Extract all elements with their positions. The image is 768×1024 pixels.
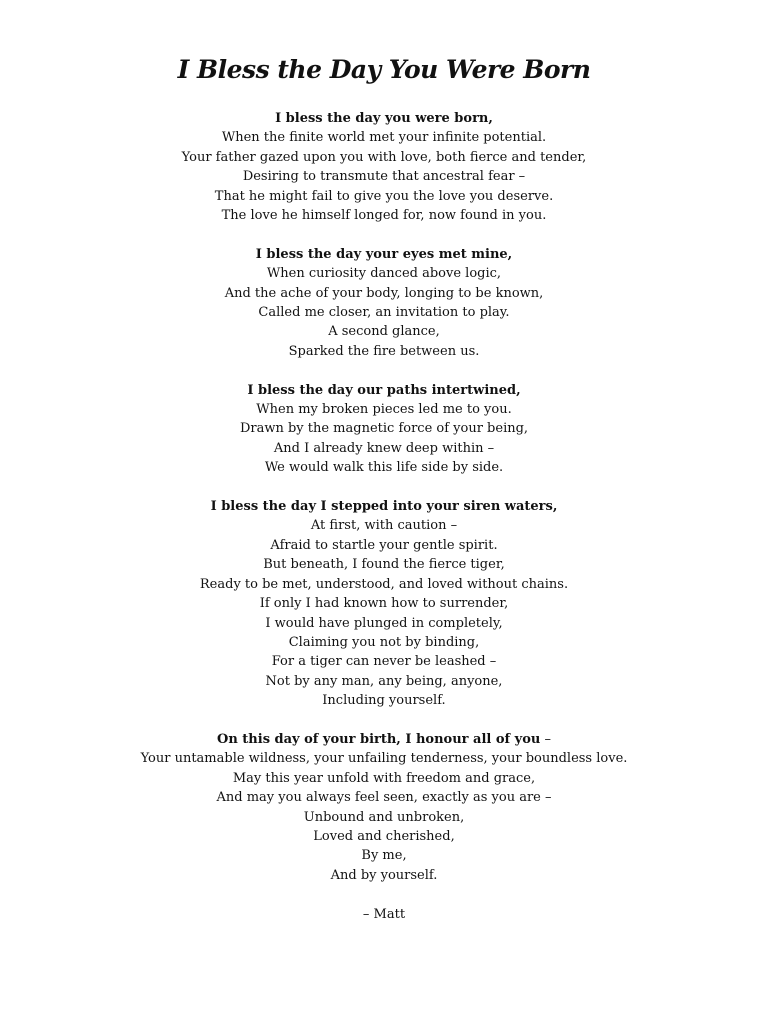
stanza-5-line-1: Your untamable wildness, your unfailing tenderness, your boundless love. [140, 751, 628, 767]
stanza-4 [0, 497, 768, 710]
stanza-1-line-4: That he might fail to give you the love you deserve. [214, 188, 554, 204]
stanza-3-line-4: We would walk this life side by side. [264, 460, 504, 476]
stanza-5-line-6: By me, [361, 848, 407, 864]
stanza-4-line-2: Afraid to startle your gentle spirit. [270, 537, 498, 553]
stanza-5-lead-text: On this day of your birth, I honour all of you [217, 731, 541, 747]
stanza-3-lead: I bless the day our paths intertwined, [247, 382, 521, 398]
stanza-1-line-5: The love he himself longed for, now found in you. [221, 208, 547, 224]
stanza-1-lead: I bless the day you were born, [275, 111, 493, 126]
stanza-3-line-2: Drawn by the magnetic force of your being, [239, 421, 529, 437]
stanza-5-line-3: And may you always feel seen, exactly as you are – [216, 790, 552, 806]
stanza-2-lead: I bless the day your eyes met mine, [255, 246, 513, 262]
stanza-2-line-2: And the ache of your body, longing to be known, [224, 285, 544, 301]
stanza-3 [0, 381, 768, 478]
stanza-1-line-2: Your father gazed upon you with love, both fierce and tender, [181, 149, 587, 165]
poem-title: I Bless the Day You Were Born [177, 55, 591, 84]
stanza-5-lead-dash: – [540, 731, 551, 747]
stanza-4-line-3: But beneath, I found the fierce tiger, [263, 557, 505, 573]
signature: – Matt [362, 906, 406, 922]
stanza-2-line-1: When curiosity danced above logic, [266, 266, 502, 282]
stanza-3-line-1: When my broken pieces led me to you. [256, 402, 512, 418]
stanza-5-line-4: Unbound and unbroken, [303, 809, 465, 825]
stanza-2-line-4: A second glance, [328, 324, 440, 340]
stanza-4-line-5: If only I had known how to surrender, [259, 596, 509, 612]
stanza-2 [0, 245, 768, 361]
stanza-3-line-3: And I already knew deep within – [273, 440, 495, 456]
poem-body [0, 109, 768, 924]
stanza-4-line-6: I would have plunged in completely, [265, 615, 503, 631]
stanza-1-line-3: Desiring to transmute that ancestral fear – [242, 169, 526, 185]
stanza-5-lead [0, 730, 768, 749]
stanza-1-line-1: When the finite world met your infinite potential. [221, 130, 547, 146]
stanza-2-line-5: Sparked the fire between us. [288, 343, 480, 359]
stanza-1 [0, 109, 768, 225]
stanza-4-line-10: Including yourself. [322, 693, 446, 709]
stanza-4-line-8: For a tiger can never be leashed – [271, 654, 497, 670]
stanza-5-line-7: And by yourself. [330, 867, 438, 883]
stanza-4-line-9: Not by any man, any being, anyone, [265, 673, 503, 689]
stanza-4-lead: I bless the day I stepped into your siren waters, [210, 499, 558, 515]
stanza-2-line-3: Called me closer, an invitation to play. [258, 305, 510, 321]
stanza-4-line-4: Ready to be met, understood, and loved without chains. [199, 576, 569, 592]
stanza-5-line-5: Loved and cherished, [313, 828, 455, 844]
stanza-5 [0, 730, 768, 885]
stanza-5-line-2: May this year unfold with freedom and grace, [232, 770, 536, 786]
stanza-4-line-1: At first, with caution – [310, 518, 458, 534]
stanza-4-line-7: Claiming you not by binding, [288, 634, 480, 650]
